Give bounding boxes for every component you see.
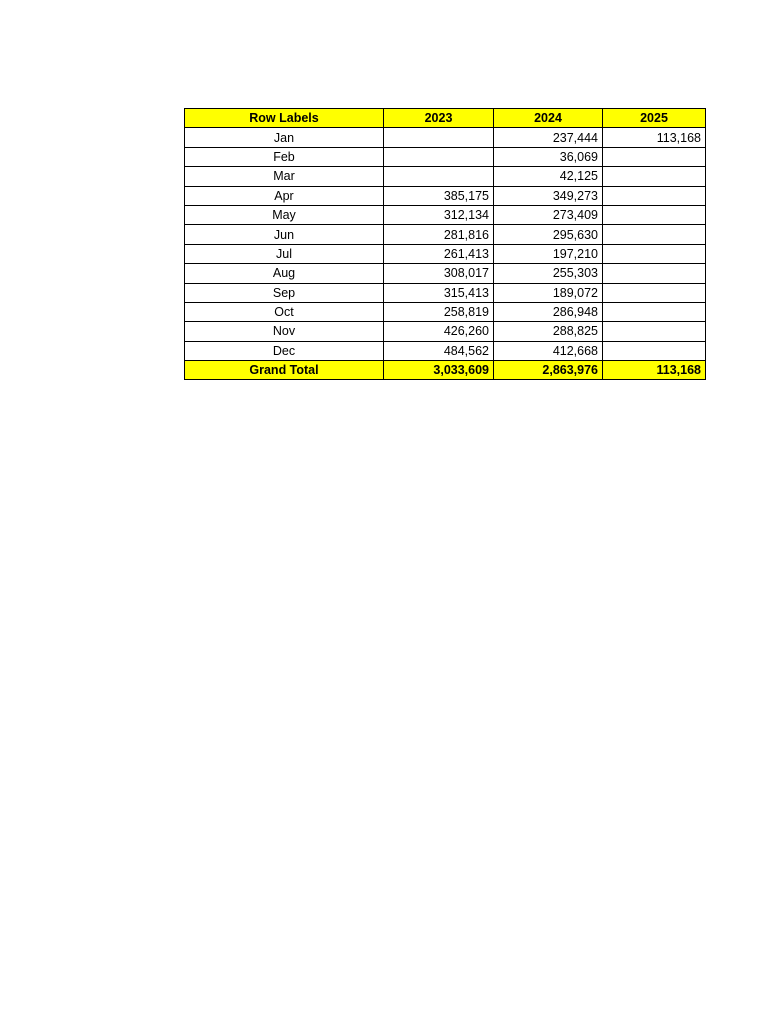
value-2023 xyxy=(384,128,494,147)
value-2025 xyxy=(603,167,706,186)
row-label: May xyxy=(185,205,384,224)
value-2025 xyxy=(603,244,706,263)
table-row xyxy=(185,186,706,205)
value-2023 xyxy=(384,147,494,166)
pivot-body xyxy=(185,128,706,361)
value-2023: 315,413 xyxy=(384,283,494,302)
value-2025 xyxy=(603,283,706,302)
table-row xyxy=(185,264,706,283)
value-2025 xyxy=(603,322,706,341)
value-2023: 261,413 xyxy=(384,244,494,263)
value-2024: 237,444 xyxy=(494,128,603,147)
value-2024: 288,825 xyxy=(494,322,603,341)
pivot-header xyxy=(185,109,706,128)
value-2024: 349,273 xyxy=(494,186,603,205)
value-2024: 36,069 xyxy=(494,147,603,166)
row-label: Feb xyxy=(185,147,384,166)
value-2024: 286,948 xyxy=(494,302,603,321)
value-2024: 273,409 xyxy=(494,205,603,224)
grand-total-2025: 113,168 xyxy=(603,361,706,380)
table-row xyxy=(185,341,706,360)
row-label: Aug xyxy=(185,264,384,283)
row-label: Oct xyxy=(185,302,384,321)
header-row-labels: Row Labels xyxy=(185,109,384,128)
value-2023: 308,017 xyxy=(384,264,494,283)
pivot-table xyxy=(184,108,706,380)
table-row xyxy=(185,283,706,302)
value-2025: 113,168 xyxy=(603,128,706,147)
table-row xyxy=(185,167,706,186)
value-2025 xyxy=(603,225,706,244)
value-2025 xyxy=(603,302,706,321)
grand-total-row xyxy=(185,361,706,380)
value-2023: 484,562 xyxy=(384,341,494,360)
row-label: Dec xyxy=(185,341,384,360)
table-row xyxy=(185,128,706,147)
table-row xyxy=(185,225,706,244)
value-2025 xyxy=(603,341,706,360)
value-2024: 255,303 xyxy=(494,264,603,283)
value-2024: 412,668 xyxy=(494,341,603,360)
value-2025 xyxy=(603,186,706,205)
table-row xyxy=(185,205,706,224)
header-year-2025: 2025 xyxy=(603,109,706,128)
header-year-2024: 2024 xyxy=(494,109,603,128)
value-2025 xyxy=(603,205,706,224)
header-row xyxy=(185,109,706,128)
row-label: Jul xyxy=(185,244,384,263)
value-2024: 189,072 xyxy=(494,283,603,302)
table-row xyxy=(185,244,706,263)
header-year-2023: 2023 xyxy=(384,109,494,128)
row-label: Jan xyxy=(185,128,384,147)
value-2023: 258,819 xyxy=(384,302,494,321)
grand-total-2023: 3,033,609 xyxy=(384,361,494,380)
row-label: Apr xyxy=(185,186,384,205)
value-2023: 385,175 xyxy=(384,186,494,205)
value-2023 xyxy=(384,167,494,186)
value-2024: 295,630 xyxy=(494,225,603,244)
value-2025 xyxy=(603,264,706,283)
grand-total-label: Grand Total xyxy=(185,361,384,380)
grand-total-2024: 2,863,976 xyxy=(494,361,603,380)
row-label: Sep xyxy=(185,283,384,302)
table-row xyxy=(185,302,706,321)
value-2023: 312,134 xyxy=(384,205,494,224)
value-2025 xyxy=(603,147,706,166)
value-2023: 426,260 xyxy=(384,322,494,341)
table-row xyxy=(185,147,706,166)
value-2024: 197,210 xyxy=(494,244,603,263)
row-label: Jun xyxy=(185,225,384,244)
table-row xyxy=(185,322,706,341)
row-label: Nov xyxy=(185,322,384,341)
value-2023: 281,816 xyxy=(384,225,494,244)
value-2024: 42,125 xyxy=(494,167,603,186)
pivot-footer xyxy=(185,361,706,380)
row-label: Mar xyxy=(185,167,384,186)
